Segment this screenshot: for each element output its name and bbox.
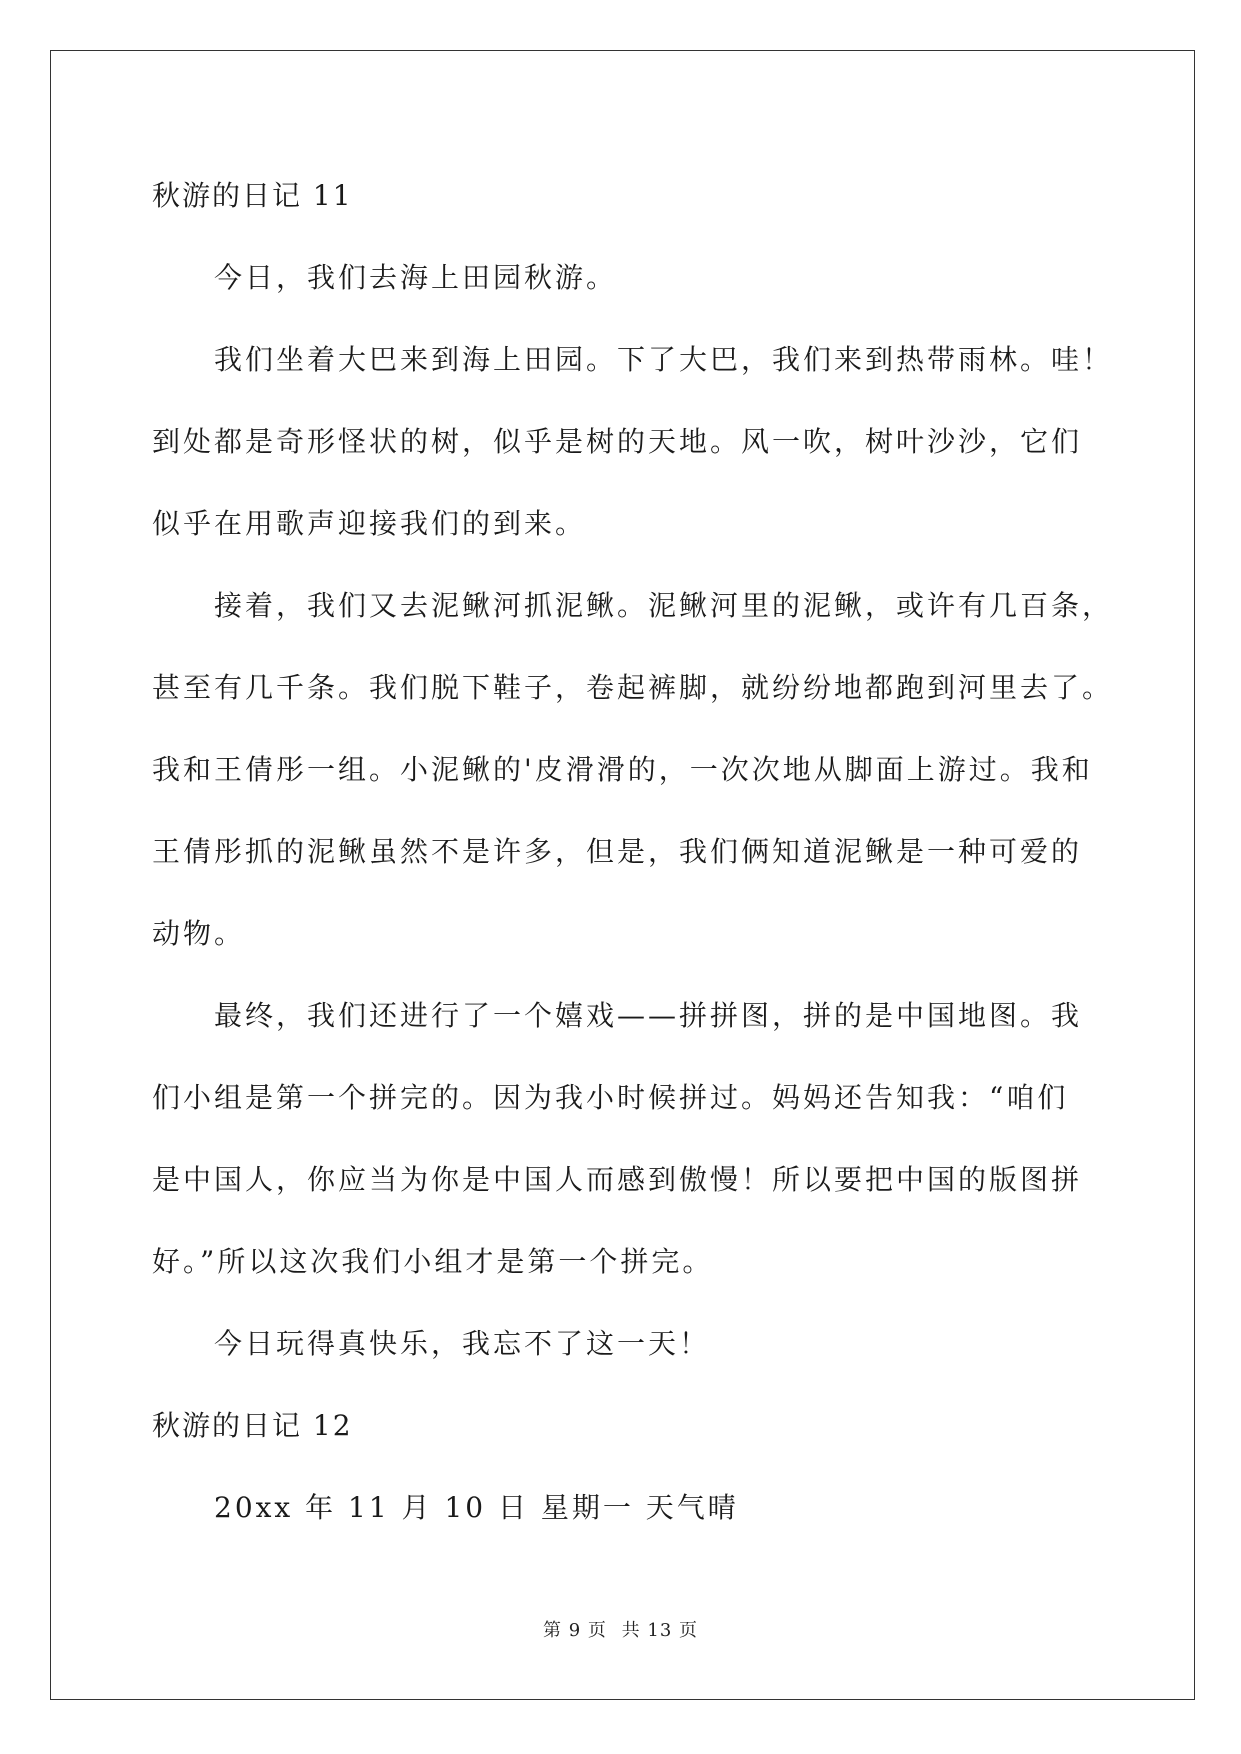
paragraph-line: 动物。 [152, 917, 246, 950]
paragraph-line: 我们坐着大巴来到海上田园。下了大巴，我们来到热带雨林。哇！ [214, 343, 1114, 376]
paragraph-line: 今日玩得真快乐，我忘不了这一天！ [214, 1327, 711, 1360]
paragraph-line: 好。”所以这次我们小组才是第一个拼完。 [152, 1245, 714, 1278]
page-footer [0, 1616, 1241, 1642]
paragraph-line: 是中国人，你应当为你是中国人而感到傲慢！所以要把中国的版图拼 [152, 1163, 1083, 1196]
diary-title-12: 秋游的日记 12 [152, 1409, 353, 1442]
paragraph-line: 到处都是奇形怪状的树，似乎是树的天地。风一吹，树叶沙沙，它们 [152, 425, 1083, 458]
paragraph-line: 最终，我们还进行了一个嬉戏——拼拼图，拼的是中国地图。我 [214, 999, 1083, 1032]
page-total: 共 13 页 [621, 1620, 698, 1641]
paragraph-line: 我和王倩彤一组。小泥鳅的'皮滑滑的，一次次地从脚面上游过。我和 [152, 753, 1093, 786]
document-body [152, 155, 1114, 1549]
paragraph-line: 王倩彤抓的泥鳅虽然不是许多，但是，我们俩知道泥鳅是一种可爱的 [152, 835, 1083, 868]
paragraph-line: 们小组是第一个拼完的。因为我小时候拼过。妈妈还告知我：“咱们 [152, 1081, 1069, 1114]
date-weather-line: 20xx 年 11 月 10 日 星期一 天气晴 [214, 1491, 739, 1524]
diary-title-11: 秋游的日记 11 [152, 179, 353, 212]
paragraph-line: 今日，我们去海上田园秋游。 [214, 261, 618, 294]
paragraph-line: 似乎在用歌声迎接我们的到来。 [152, 507, 587, 540]
paragraph-line: 甚至有几千条。我们脱下鞋子，卷起裤脚，就纷纷地都跑到河里去了。 [152, 671, 1114, 704]
paragraph-line: 接着，我们又去泥鳅河抓泥鳅。泥鳅河里的泥鳅，或许有几百条， [214, 589, 1114, 622]
page-number: 第 9 页 [543, 1620, 607, 1641]
